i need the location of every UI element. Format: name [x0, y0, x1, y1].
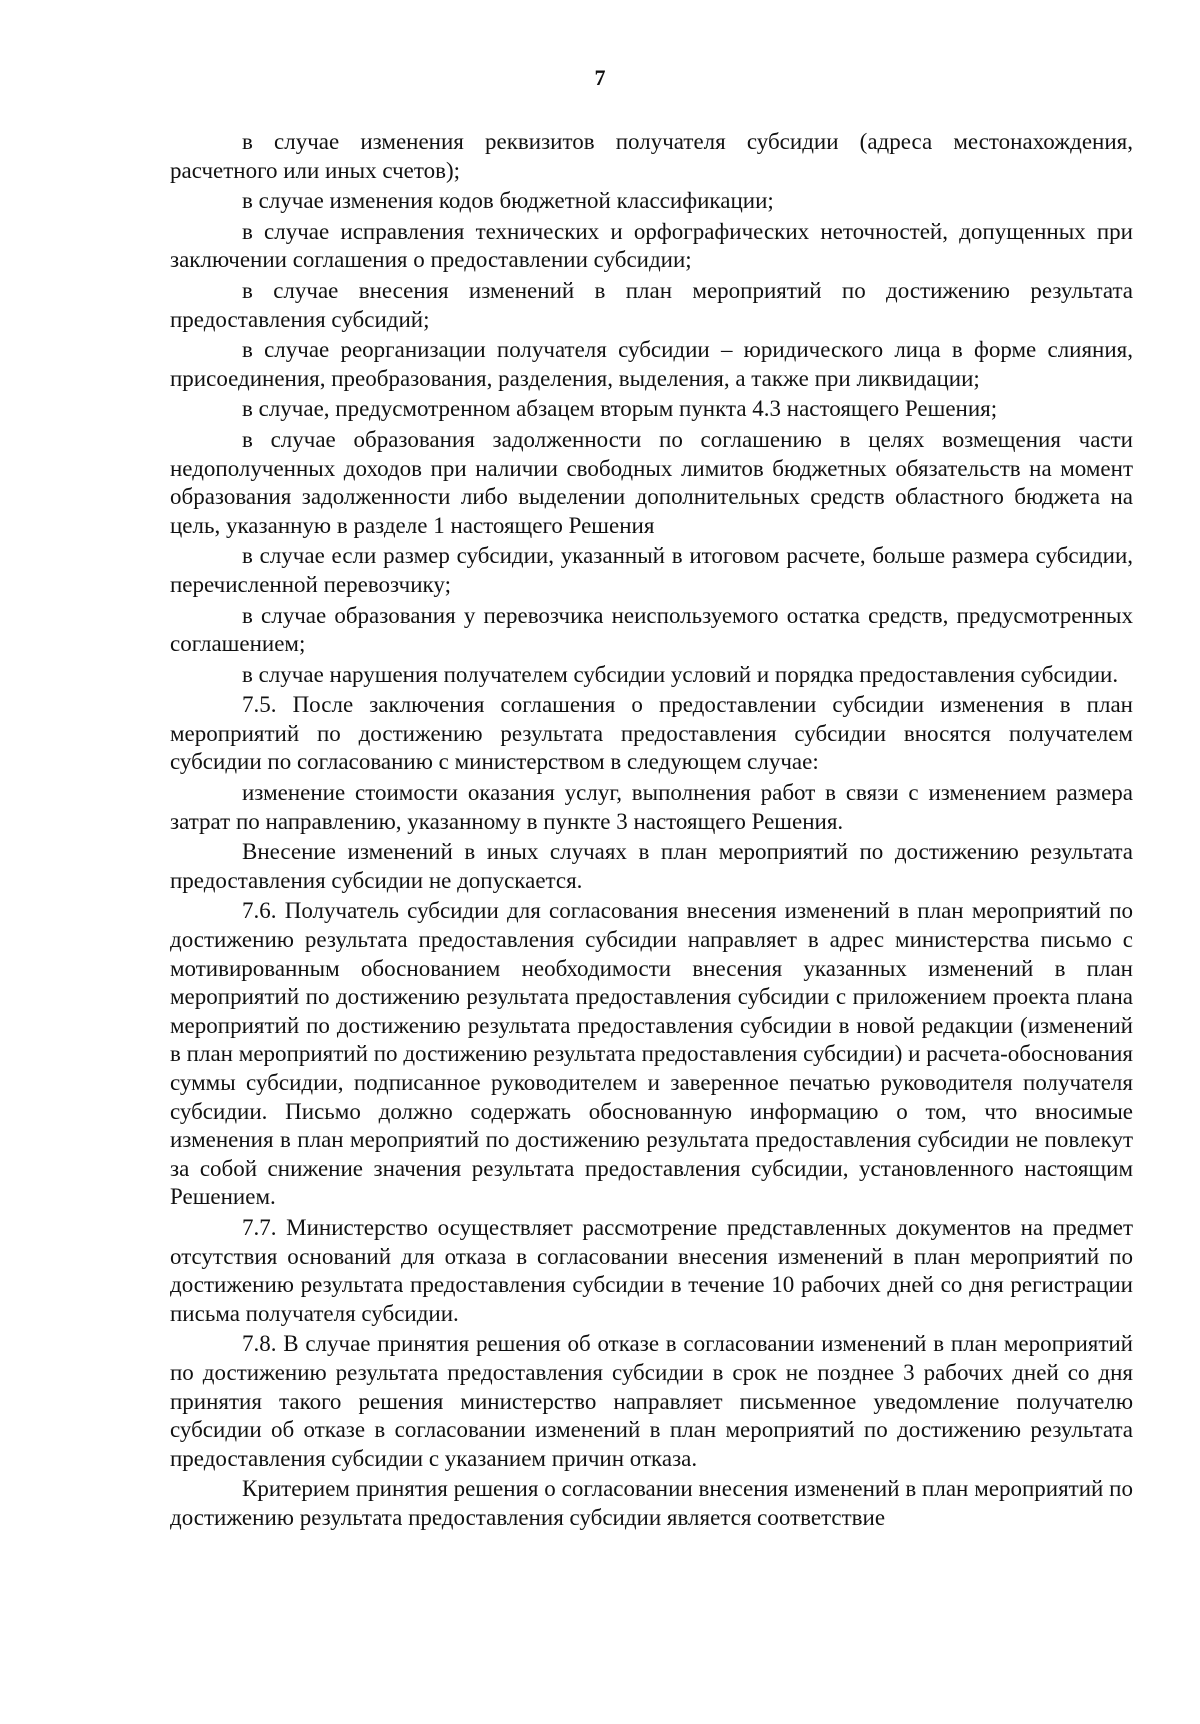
document-body: [170, 128, 1133, 1535]
paragraph: в случае образования у перевозчика неиспользуемого остатка средств, предусмотренных соглашением;: [170, 602, 1133, 657]
paragraph: в случае исправления технических и орфографических неточностей, допущенных при заключении соглашения о предоставлении субсидии;: [170, 218, 1133, 273]
paragraph: изменение стоимости оказания услуг, выполнения работ в связи с изменением размера затрат по направлению, указанному в пункте 3 настоящего Решения.: [170, 780, 1133, 834]
paragraph: в случае если размер субсидии, указанный в итоговом расчете, больше размера субсидии, перечисленной перевозчику;: [170, 543, 1133, 597]
paragraph: в случае внесения изменений в план мероприятий по достижению результата предоставления субсидий;: [170, 277, 1133, 332]
paragraph: 7.8. В случае принятия решения об отказе в согласовании изменений в план мероприятий по достижению результата предоставления субсидии в срок не позднее 3 рабочих дней со дня принятия такого решения министерство направляет письменное уведомление получателю субсидии об отказе в согласовании изменений в план мероприятий по достижению результата предоставления субсидии с указанием причин отказа.: [170, 1331, 1133, 1471]
paragraph: в случае нарушения получателем субсидии условий и порядка предоставления субсидии.: [242, 661, 1119, 687]
paragraph: 7.7. Министерство осуществляет рассмотрение представленных документов на предмет отсутствия оснований для отказа в согласовании внесения изменений в план мероприятий по достижению результата предоставления субсидии в течение 10 рабочих дней со дня регистрации письма получателя субсидии.: [170, 1214, 1133, 1326]
paragraph: 7.6. Получатель субсидии для согласования внесения изменений в план мероприятий по достижению результата предоставления субсидии направляет в адрес министерства письмо с мотивированным обоснованием необходимости внесения указанных изменений в план мероприятий по достижению результата предоставления субсидии с приложением проекта плана мероприятий по достижению результата предоставления субсидии в новой редакции (изменений в план мероприятий по достижению результата предоставления субсидии) и расчета-обоснования суммы субсидии, подписанное руководителем и заверенное печатью руководителя получателя субсидии. Письмо должно содержать обоснованную информацию о том, что вносимые изменения в план мероприятий по достижению результата предоставления субсидии не повлекут за собой снижение значения результата предоставления субсидии, установленного настоящим Решением.: [170, 898, 1133, 1210]
paragraph: в случае изменения реквизитов получателя субсидии (адреса местонахождения, расчетного или иных счетов);: [170, 129, 1133, 183]
paragraph: в случае изменения кодов бюджетной классификации;: [242, 188, 774, 214]
page-number: 7: [594, 65, 606, 90]
paragraph: Внесение изменений в иных случаях в план мероприятий по достижению результата предоставления субсидии не допускается.: [170, 839, 1133, 893]
paragraph: 7.5. После заключения соглашения о предоставлении субсидии изменения в план мероприятий по достижению результата предоставления субсидии вносятся получателем субсидии по согласованию с министерством в следующем случае:: [170, 692, 1133, 775]
paragraph: в случае, предусмотренном абзацем вторым пункта 4.3 настоящего Решения;: [242, 396, 998, 422]
paragraph: в случае реорганизации получателя субсидии – юридического лица в форме слияния, присоединения, преобразования, разделения, выделения, а также при ликвидации;: [170, 337, 1133, 391]
paragraph: Критерием принятия решения о согласовании внесения изменений в план мероприятий по достижению результата предоставления субсидии является соответствие: [170, 1476, 1133, 1530]
paragraph: в случае образования задолженности по соглашению в целях возмещения части недополученных доходов при наличии свободных лимитов бюджетных обязательств на момент образования задолженности либо выделении дополнительных средств областного бюджета на цель, указанную в разделе 1 настоящего Решения: [170, 426, 1133, 538]
